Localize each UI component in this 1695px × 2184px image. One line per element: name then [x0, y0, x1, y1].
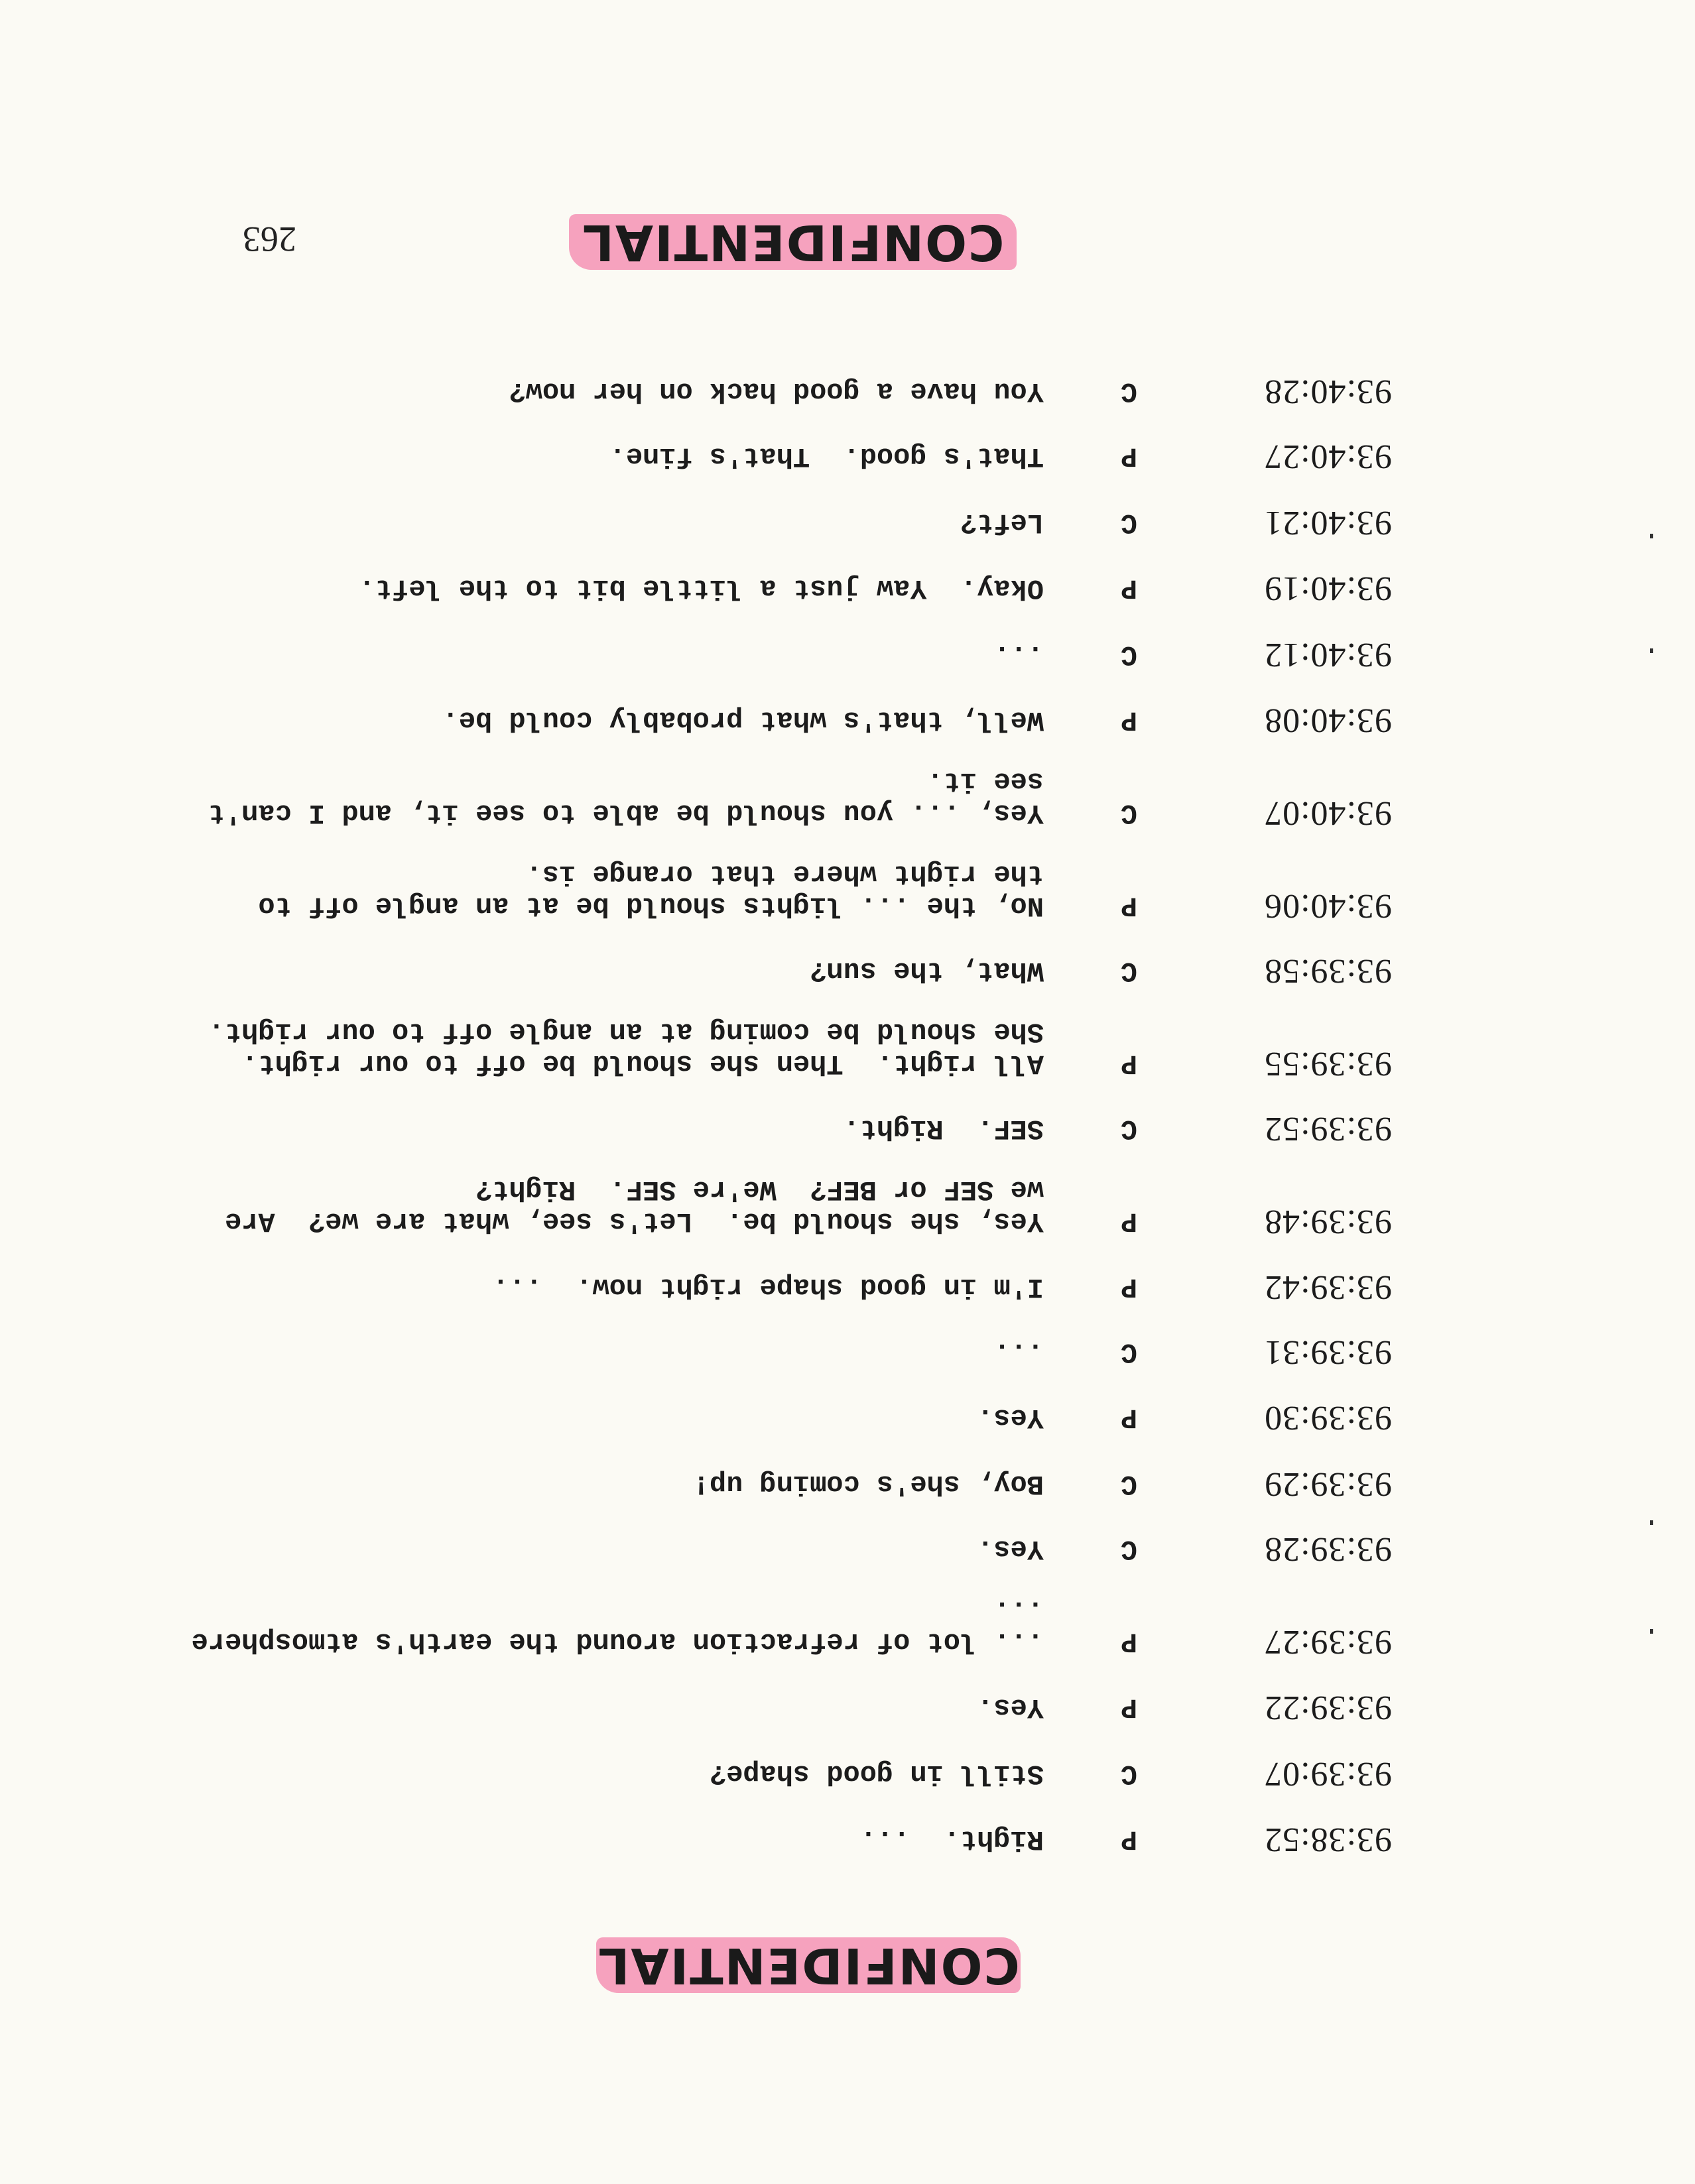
- speaker-code: C: [1120, 1533, 1137, 1565]
- utterance: Yes.: [977, 1533, 1044, 1565]
- timestamp: 93:39:58: [1264, 952, 1392, 990]
- utterance: That's good. That's fine.: [609, 440, 1044, 472]
- speaker-code: P: [1120, 572, 1137, 604]
- utterance: No, the ... lights should be at an angle off to the right where that orange is.: [258, 858, 1044, 922]
- speaker-code: P: [1120, 1271, 1137, 1303]
- utterance: Still in good shape?: [709, 1758, 1044, 1790]
- timestamp: 93:40:28: [1264, 373, 1392, 410]
- timestamp: 93:40:08: [1264, 701, 1392, 739]
- confidential-stamp-top: [569, 205, 1017, 279]
- speaker-code: C: [1120, 638, 1137, 670]
- timestamp: 93:39:29: [1264, 1465, 1392, 1503]
- utterance: Boy, she's coming up!: [692, 1468, 1044, 1500]
- utterance: You have a good hack on her now?: [509, 375, 1044, 407]
- utterance: ...: [993, 1336, 1044, 1368]
- speaker-code: C: [1120, 1113, 1137, 1144]
- timestamp: 93:40:07: [1264, 794, 1392, 832]
- margin-tick: [1650, 534, 1653, 538]
- utterance: Yes.: [977, 1691, 1044, 1723]
- utterance: Right. ...: [859, 1823, 1044, 1855]
- timestamp: 93:39:31: [1264, 1333, 1392, 1371]
- speaker-code: P: [1120, 1691, 1137, 1723]
- timestamp: 93:39:30: [1264, 1399, 1392, 1437]
- timestamp: 93:39:42: [1264, 1268, 1392, 1306]
- speaker-code: P: [1120, 1626, 1137, 1658]
- speaker-code: P: [1120, 890, 1137, 922]
- timestamp: 93:40:06: [1264, 887, 1392, 925]
- speaker-code: C: [1120, 1336, 1137, 1368]
- utterance: What, the sun?: [810, 955, 1044, 987]
- utterance: Yes, she should be. Let's see, what are we? Are we SEF or BEF? We're SEF. Right?: [224, 1174, 1044, 1237]
- timestamp: 93:39:07: [1264, 1755, 1392, 1793]
- margin-tick: [1650, 1520, 1653, 1525]
- page-number: 263: [243, 219, 296, 259]
- confidential-label: CONFIDENTIAL: [597, 1937, 1020, 1994]
- margin-tick: [1650, 648, 1653, 653]
- utterance: ...: [993, 638, 1044, 670]
- utterance: Okay. Yaw just a little bit to the left.: [358, 572, 1044, 604]
- timestamp: 93:39:22: [1264, 1689, 1392, 1727]
- speaker-code: C: [1120, 797, 1137, 829]
- timestamp: 93:40:21: [1264, 504, 1392, 542]
- utterance: I'm in good shape right now. ...: [492, 1271, 1044, 1303]
- speaker-code: C: [1120, 1758, 1137, 1790]
- timestamp: 93:40:12: [1264, 636, 1392, 674]
- timestamp: 93:39:28: [1264, 1530, 1392, 1568]
- utterance: Yes.: [977, 1402, 1044, 1433]
- timestamp: 93:40:19: [1264, 570, 1392, 607]
- timestamp: 93:40:27: [1264, 438, 1392, 475]
- margin-tick: [1650, 1629, 1653, 1634]
- speaker-code: P: [1120, 1823, 1137, 1855]
- timestamp: 93:39:27: [1264, 1623, 1392, 1661]
- speaker-code: C: [1120, 507, 1137, 538]
- speaker-code: P: [1120, 440, 1137, 472]
- speaker-code: C: [1120, 375, 1137, 407]
- confidential-label: CONFIDENTIAL: [581, 213, 1005, 271]
- speaker-code: P: [1120, 704, 1137, 736]
- timestamp: 93:39:55: [1264, 1045, 1392, 1083]
- utterance: ... lot of refraction around the earth's atmosphere ...: [191, 1594, 1044, 1658]
- speaker-code: P: [1120, 1205, 1137, 1237]
- utterance: All right. Then she should be off to our right. She should be coming at an angle off to our right.: [208, 1016, 1044, 1079]
- timestamp: 93:38:52: [1264, 1821, 1392, 1858]
- speaker-code: C: [1120, 955, 1137, 987]
- confidential-stamp-bottom: [596, 1928, 1021, 2002]
- utterance: Left?: [960, 507, 1044, 538]
- speaker-code: P: [1120, 1402, 1137, 1433]
- utterance: SEF. Right.: [843, 1113, 1044, 1144]
- speaker-code: P: [1120, 1048, 1137, 1079]
- speaker-code: C: [1120, 1468, 1137, 1500]
- utterance: Well, that's what probably could be.: [442, 704, 1044, 736]
- timestamp: 93:39:52: [1264, 1110, 1392, 1148]
- timestamp: 93:39:48: [1264, 1203, 1392, 1241]
- utterance: Yes, ... you should be able to see it, and I can't see it.: [208, 765, 1044, 829]
